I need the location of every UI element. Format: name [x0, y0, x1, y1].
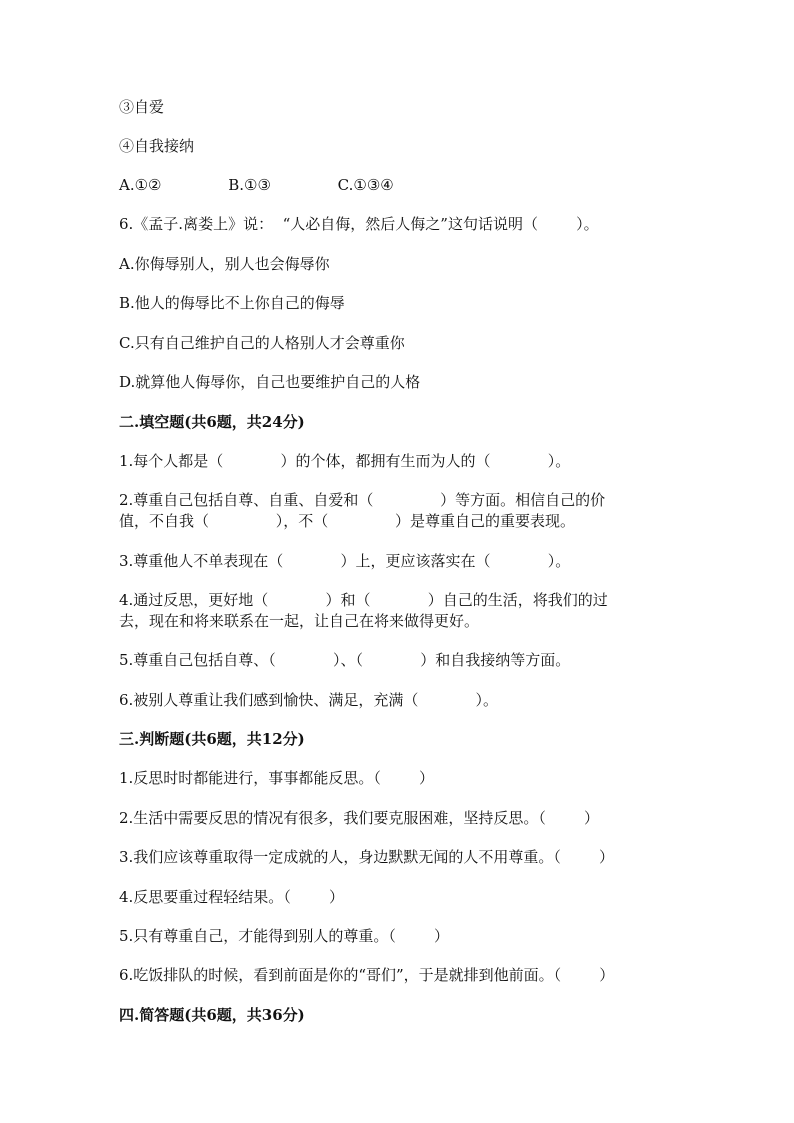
- answer-choices: A.①② B.①③ C.①③④: [119, 176, 394, 194]
- fill-question-6: 6.被别人尊重让我们感到愉快、满足，充满（ ）。: [119, 691, 499, 709]
- judge-question-1: 1.反思时时都能进行，事事都能反思。（ ）: [119, 769, 434, 787]
- question-6-option-c: C.只有自己维护自己的人格别人才会尊重你: [119, 334, 405, 352]
- section-2-title: 二.填空题(共6题，共24分): [119, 413, 305, 431]
- option-item-4: ④自我接纳: [119, 137, 195, 155]
- judge-question-5: 5.只有尊重自己，才能得到别人的尊重。（ ）: [119, 927, 449, 945]
- fill-question-5: 5.尊重自己包括自尊、（ ）、（ ）和自我接纳等方面。: [119, 651, 571, 669]
- fill-question-4-line-1: 4.通过反思，更好地（ ）和（ ）自己的生活，将我们的过: [119, 591, 608, 609]
- fill-question-3: 3.尊重他人不单表现在（ ）上，更应该落实在（ ）。: [119, 552, 571, 570]
- section-3-title: 三.判断题(共6题，共12分): [119, 730, 305, 748]
- judge-question-2: 2.生活中需要反思的情况有很多，我们要克服困难，坚持反思。（ ）: [119, 809, 599, 827]
- section-4-title: 四.简答题(共6题，共36分): [119, 1006, 305, 1024]
- fill-question-2-line-1: 2.尊重自己包括自尊、自重、自爱和（ ）等方面。相信自己的价: [119, 491, 606, 509]
- question-6-option-a: A.你侮辱别人，别人也会侮辱你: [119, 255, 330, 273]
- judge-question-6: 6.吃饭排队的时候，看到前面是你的“哥们”，于是就排到他前面。（ ）: [119, 966, 615, 984]
- question-6-option-b: B.他人的侮辱比不上你自己的侮辱: [119, 294, 345, 312]
- fill-question-4-line-2: 去，现在和将来联系在一起，让自己在将来做得更好。: [119, 612, 480, 630]
- fill-question-1: 1.每个人都是（ ）的个体，都拥有生而为人的（ ）。: [119, 452, 571, 470]
- judge-question-4: 4.反思要重过程轻结果。（ ）: [119, 888, 344, 906]
- question-6-option-d: D.就算他人侮辱你，自己也要维护自己的人格: [119, 373, 421, 391]
- judge-question-3: 3.我们应该尊重取得一定成就的人，身边默默无闻的人不用尊重。（ ）: [119, 848, 614, 866]
- option-item-3: ③自爱: [119, 98, 165, 116]
- question-6-stem: 6.《孟子.离娄上》说： “人必自侮，然后人侮之”这句话说明（ ）。: [119, 215, 599, 233]
- fill-question-2-line-2: 值，不自我（ ），不（ ）是尊重自己的重要表现。: [119, 512, 576, 530]
